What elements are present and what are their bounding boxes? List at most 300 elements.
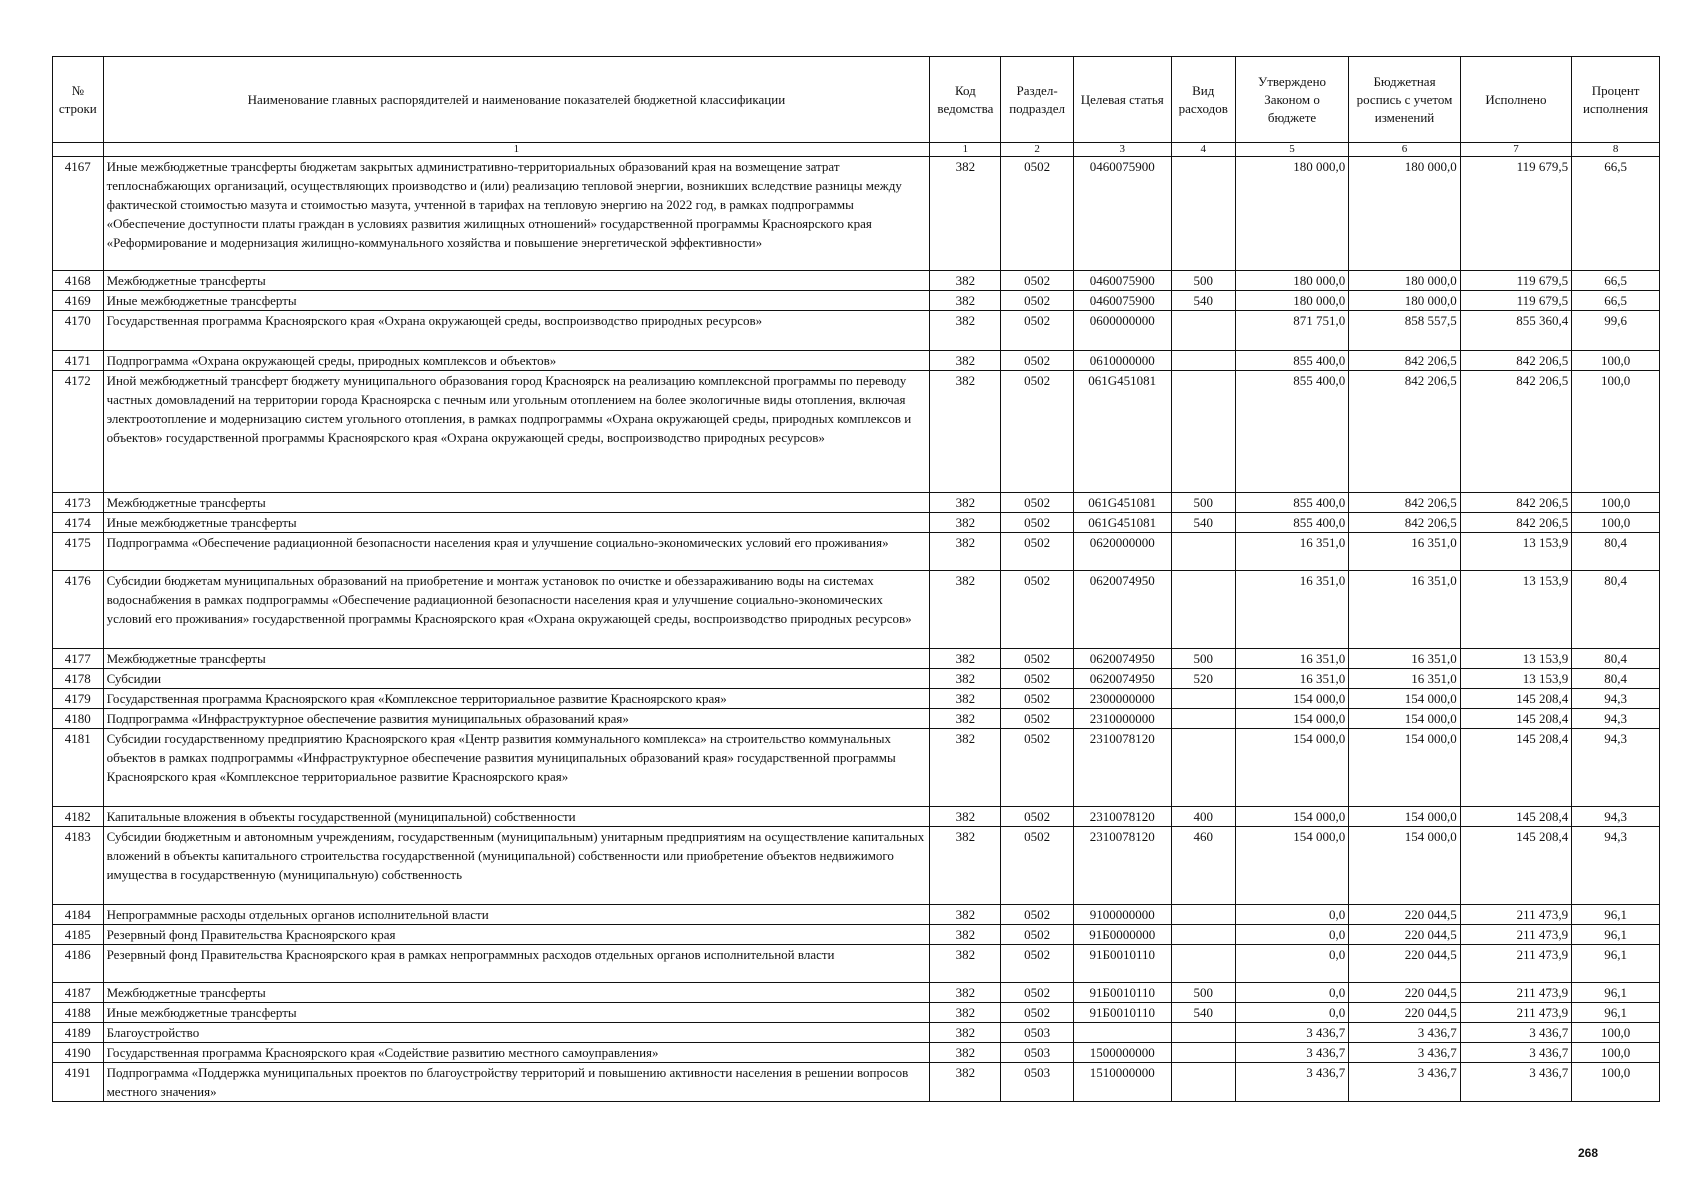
item-name-cell: Государственная программа Красноярского края «Содействие развитию местного самоуправления» [103,1043,930,1063]
percent-cell: 96,1 [1572,983,1660,1003]
table-row [53,533,1660,571]
header-target-item: Целевая статья [1073,57,1171,143]
item-name-cell: Государственная программа Красноярского края «Комплексное территориальное развитие Красноярского края» [103,689,930,709]
percent-cell: 80,4 [1572,669,1660,689]
row-number-cell: 4173 [53,493,104,513]
approved-amount-cell: 3 436,7 [1235,1063,1349,1102]
budget-list-amount-cell: 3 436,7 [1349,1043,1460,1063]
budget-list-amount-cell: 220 044,5 [1349,925,1460,945]
approved-amount-cell: 180 000,0 [1235,271,1349,291]
dept-code-cell: 382 [930,945,1001,983]
section-cell: 0502 [1001,291,1073,311]
percent-cell: 100,0 [1572,1023,1660,1043]
row-number-cell: 4174 [53,513,104,533]
section-cell: 0503 [1001,1023,1073,1043]
budget-list-amount-cell: 180 000,0 [1349,291,1460,311]
table-row [53,291,1660,311]
table-row [53,1003,1660,1023]
percent-cell: 66,5 [1572,271,1660,291]
table-row [53,571,1660,649]
approved-amount-cell: 3 436,7 [1235,1043,1349,1063]
expense-type-cell: 540 [1171,513,1235,533]
dept-code-cell: 382 [930,1023,1001,1043]
dept-code-cell: 382 [930,513,1001,533]
section-cell: 0502 [1001,729,1073,807]
expense-type-cell: 540 [1171,1003,1235,1023]
section-cell: 0502 [1001,983,1073,1003]
expense-type-cell [1171,1063,1235,1102]
approved-amount-cell: 855 400,0 [1235,493,1349,513]
dept-code-cell: 382 [930,983,1001,1003]
section-cell: 0502 [1001,351,1073,371]
dept-code-cell: 382 [930,1043,1001,1063]
executed-amount-cell: 145 208,4 [1460,807,1571,827]
dept-code-cell: 382 [930,807,1001,827]
approved-amount-cell: 16 351,0 [1235,669,1349,689]
section-cell: 0502 [1001,571,1073,649]
header-expense-type: Вид расходов [1171,57,1235,143]
executed-amount-cell: 842 206,5 [1460,371,1571,493]
row-number-cell: 4182 [53,807,104,827]
executed-amount-cell: 145 208,4 [1460,689,1571,709]
approved-amount-cell: 0,0 [1235,905,1349,925]
row-number-cell: 4181 [53,729,104,807]
budget-list-amount-cell: 16 351,0 [1349,669,1460,689]
approved-amount-cell: 855 400,0 [1235,513,1349,533]
percent-cell: 66,5 [1572,157,1660,271]
column-number: 4 [1171,143,1235,157]
executed-amount-cell: 211 473,9 [1460,983,1571,1003]
section-cell: 0502 [1001,513,1073,533]
budget-list-amount-cell: 16 351,0 [1349,649,1460,669]
row-number-cell: 4179 [53,689,104,709]
expense-type-cell [1171,925,1235,945]
executed-amount-cell: 855 360,4 [1460,311,1571,351]
column-number: 1 [103,143,930,157]
budget-list-amount-cell: 220 044,5 [1349,1003,1460,1023]
table-row [53,709,1660,729]
table-row [53,1063,1660,1102]
target-item-cell: 1510000000 [1073,1063,1171,1102]
approved-amount-cell: 0,0 [1235,1003,1349,1023]
section-cell: 0502 [1001,945,1073,983]
item-name-cell: Межбюджетные трансферты [103,649,930,669]
dept-code-cell: 382 [930,689,1001,709]
percent-cell: 100,0 [1572,513,1660,533]
approved-amount-cell: 154 000,0 [1235,709,1349,729]
dept-code-cell: 382 [930,371,1001,493]
approved-amount-cell: 16 351,0 [1235,649,1349,669]
dept-code-cell: 382 [930,291,1001,311]
percent-cell: 94,3 [1572,689,1660,709]
row-number-cell: 4191 [53,1063,104,1102]
header-budget-list: Бюджетная роспись с учетом изменений [1349,57,1460,143]
row-number-cell: 4186 [53,945,104,983]
budget-list-amount-cell: 154 000,0 [1349,709,1460,729]
target-item-cell: 061G451081 [1073,371,1171,493]
approved-amount-cell: 3 436,7 [1235,1023,1349,1043]
executed-amount-cell: 3 436,7 [1460,1023,1571,1043]
expense-type-cell [1171,311,1235,351]
executed-amount-cell: 211 473,9 [1460,925,1571,945]
column-number: 7 [1460,143,1571,157]
row-number-cell: 4188 [53,1003,104,1023]
item-name-cell: Благоустройство [103,1023,930,1043]
executed-amount-cell: 842 206,5 [1460,351,1571,371]
row-number-cell: 4175 [53,533,104,571]
percent-cell: 94,3 [1572,709,1660,729]
column-number: 6 [1349,143,1460,157]
expense-type-cell: 500 [1171,493,1235,513]
target-item-cell: 1500000000 [1073,1043,1171,1063]
budget-list-amount-cell: 220 044,5 [1349,945,1460,983]
column-number: 1 [930,143,1001,157]
executed-amount-cell: 3 436,7 [1460,1063,1571,1102]
budget-list-amount-cell: 842 206,5 [1349,371,1460,493]
percent-cell: 94,3 [1572,827,1660,905]
table-row [53,925,1660,945]
budget-list-amount-cell: 858 557,5 [1349,311,1460,351]
budget-list-amount-cell: 154 000,0 [1349,827,1460,905]
item-name-cell: Подпрограмма «Инфраструктурное обеспечение развития муниципальных образований края» [103,709,930,729]
table-row [53,371,1660,493]
budget-list-amount-cell: 220 044,5 [1349,983,1460,1003]
budget-list-amount-cell: 16 351,0 [1349,533,1460,571]
expense-type-cell [1171,1023,1235,1043]
expense-type-cell [1171,1043,1235,1063]
percent-cell: 80,4 [1572,533,1660,571]
item-name-cell: Подпрограмма «Обеспечение радиационной безопасности населения края и улучшение социально-экономических условий его проживания» [103,533,930,571]
row-number-cell: 4167 [53,157,104,271]
target-item-cell: 0610000000 [1073,351,1171,371]
section-cell: 0502 [1001,905,1073,925]
row-number-cell: 4185 [53,925,104,945]
target-item-cell [1073,1023,1171,1043]
header-approved: Утверждено Законом о бюджете [1235,57,1349,143]
table-row [53,513,1660,533]
section-cell: 0502 [1001,493,1073,513]
table-row [53,271,1660,291]
target-item-cell: 0620074950 [1073,649,1171,669]
percent-cell: 80,4 [1572,649,1660,669]
percent-cell: 100,0 [1572,371,1660,493]
expense-type-cell [1171,371,1235,493]
target-item-cell: 0460075900 [1073,157,1171,271]
budget-list-amount-cell: 842 206,5 [1349,493,1460,513]
budget-list-amount-cell: 3 436,7 [1349,1063,1460,1102]
table-row [53,157,1660,271]
approved-amount-cell: 180 000,0 [1235,291,1349,311]
section-cell: 0502 [1001,709,1073,729]
table-row [53,1023,1660,1043]
dept-code-cell: 382 [930,905,1001,925]
target-item-cell: 9100000000 [1073,905,1171,925]
approved-amount-cell: 855 400,0 [1235,371,1349,493]
table-row [53,945,1660,983]
target-item-cell: 0620000000 [1073,533,1171,571]
table-row [53,669,1660,689]
target-item-cell: 91Б0010110 [1073,983,1171,1003]
dept-code-cell: 382 [930,1003,1001,1023]
row-number-cell: 4189 [53,1023,104,1043]
row-number-cell: 4177 [53,649,104,669]
row-number-cell: 4171 [53,351,104,371]
percent-cell: 66,5 [1572,291,1660,311]
budget-report-sheet [52,56,1660,1102]
approved-amount-cell: 154 000,0 [1235,807,1349,827]
budget-list-amount-cell: 220 044,5 [1349,905,1460,925]
percent-cell: 99,6 [1572,311,1660,351]
column-number: 5 [1235,143,1349,157]
approved-amount-cell: 154 000,0 [1235,729,1349,807]
expense-type-cell: 500 [1171,649,1235,669]
percent-cell: 100,0 [1572,493,1660,513]
executed-amount-cell: 842 206,5 [1460,493,1571,513]
percent-cell: 96,1 [1572,905,1660,925]
executed-amount-cell: 145 208,4 [1460,729,1571,807]
target-item-cell: 2310078120 [1073,729,1171,807]
approved-amount-cell: 855 400,0 [1235,351,1349,371]
row-number-cell: 4168 [53,271,104,291]
item-name-cell: Межбюджетные трансферты [103,271,930,291]
expense-type-cell [1171,709,1235,729]
header-section: Раздел-подраздел [1001,57,1073,143]
item-name-cell: Резервный фонд Правительства Красноярского края в рамках непрограммных расходов отдельных органов исполнительной власти [103,945,930,983]
item-name-cell: Субсидии бюджетам муниципальных образований на приобретение и монтаж установок по очистке и обеззараживанию воды на системах водоснабжения в рамках подпрограммы «Обеспечение радиационной безопасности населения края и улучшение социально-экономических условий его проживания» государственной программы Красноярского края «Охрана окружающей среды, воспроизводство природных ресурсов» [103,571,930,649]
table-row [53,1043,1660,1063]
executed-amount-cell: 842 206,5 [1460,513,1571,533]
item-name-cell: Подпрограмма «Охрана окружающей среды, природных комплексов и объектов» [103,351,930,371]
approved-amount-cell: 154 000,0 [1235,689,1349,709]
row-number-cell: 4170 [53,311,104,351]
dept-code-cell: 382 [930,351,1001,371]
header-name: Наименование главных распорядителей и наименование показателей бюджетной классификации [103,57,930,143]
approved-amount-cell: 0,0 [1235,945,1349,983]
item-name-cell: Иные межбюджетные трансферты [103,291,930,311]
budget-list-amount-cell: 180 000,0 [1349,271,1460,291]
percent-cell: 94,3 [1572,729,1660,807]
row-number-cell: 4180 [53,709,104,729]
target-item-cell: 061G451081 [1073,513,1171,533]
item-name-cell: Иные межбюджетные трансферты [103,1003,930,1023]
section-cell: 0502 [1001,1003,1073,1023]
expense-type-cell: 400 [1171,807,1235,827]
target-item-cell: 061G451081 [1073,493,1171,513]
dept-code-cell: 382 [930,729,1001,807]
dept-code-cell: 382 [930,669,1001,689]
table-row [53,689,1660,709]
item-name-cell: Иные межбюджетные трансферты [103,513,930,533]
executed-amount-cell: 13 153,9 [1460,571,1571,649]
section-cell: 0502 [1001,827,1073,905]
executed-amount-cell: 119 679,5 [1460,291,1571,311]
section-cell: 0503 [1001,1063,1073,1102]
item-name-cell: Подпрограмма «Поддержка муниципальных проектов по благоустройству территорий и повышению активности населения в решении вопросов местного значения» [103,1063,930,1102]
item-name-cell: Субсидии бюджетным и автономным учреждениям, государственным (муниципальным) унитарным предприятиям на осуществление капитальных вложений в объекты капитального строительства государственной (муниципальной) собственности или приобретение объектов недвижимого имущества в государственную (муниципальную) собственность [103,827,930,905]
row-number-cell: 4190 [53,1043,104,1063]
target-item-cell: 0600000000 [1073,311,1171,351]
executed-amount-cell: 211 473,9 [1460,945,1571,983]
expense-type-cell [1171,351,1235,371]
dept-code-cell: 382 [930,1063,1001,1102]
expense-type-cell: 500 [1171,983,1235,1003]
approved-amount-cell: 180 000,0 [1235,157,1349,271]
percent-cell: 96,1 [1572,945,1660,983]
percent-cell: 96,1 [1572,925,1660,945]
executed-amount-cell: 211 473,9 [1460,1003,1571,1023]
executed-amount-cell: 119 679,5 [1460,157,1571,271]
table-row [53,729,1660,807]
page-number: 268 [1578,1146,1599,1160]
table-row [53,983,1660,1003]
executed-amount-cell: 119 679,5 [1460,271,1571,291]
item-name-cell: Государственная программа Красноярского края «Охрана окружающей среды, воспроизводство природных ресурсов» [103,311,930,351]
row-number-cell: 4178 [53,669,104,689]
item-name-cell: Субсидии [103,669,930,689]
target-item-cell: 2310000000 [1073,709,1171,729]
target-item-cell: 2310078120 [1073,827,1171,905]
section-cell: 0502 [1001,925,1073,945]
header-dept-code: Код ведомства [930,57,1001,143]
approved-amount-cell: 0,0 [1235,983,1349,1003]
expense-type-cell: 520 [1171,669,1235,689]
percent-cell: 100,0 [1572,1043,1660,1063]
row-number-cell: 4187 [53,983,104,1003]
budget-list-amount-cell: 154 000,0 [1349,807,1460,827]
item-name-cell: Субсидии государственному предприятию Красноярского края «Центр развития коммунального комплекса» на строительство коммунальных объектов в рамках подпрограммы «Инфраструктурное обеспечение развития муниципальных образований края» государственной программы Красноярского края «Комплексное территориальное развитие Красноярского края» [103,729,930,807]
header-percent: Процент исполнения [1572,57,1660,143]
section-cell: 0502 [1001,371,1073,493]
header-executed: Исполнено [1460,57,1571,143]
executed-amount-cell: 211 473,9 [1460,905,1571,925]
approved-amount-cell: 16 351,0 [1235,571,1349,649]
executed-amount-cell: 13 153,9 [1460,533,1571,571]
item-name-cell: Резервный фонд Правительства Красноярского края [103,925,930,945]
approved-amount-cell: 154 000,0 [1235,827,1349,905]
dept-code-cell: 382 [930,311,1001,351]
budget-list-amount-cell: 16 351,0 [1349,571,1460,649]
target-item-cell: 2310078120 [1073,807,1171,827]
section-cell: 0502 [1001,533,1073,571]
section-cell: 0502 [1001,689,1073,709]
expense-type-cell: 460 [1171,827,1235,905]
expense-type-cell [1171,729,1235,807]
item-name-cell: Непрограммные расходы отдельных органов исполнительной власти [103,905,930,925]
executed-amount-cell: 13 153,9 [1460,669,1571,689]
executed-amount-cell: 3 436,7 [1460,1043,1571,1063]
section-cell: 0502 [1001,649,1073,669]
item-name-cell: Капитальные вложения в объекты государственной (муниципальной) собственности [103,807,930,827]
dept-code-cell: 382 [930,827,1001,905]
executed-amount-cell: 13 153,9 [1460,649,1571,669]
target-item-cell: 2300000000 [1073,689,1171,709]
percent-cell: 100,0 [1572,351,1660,371]
budget-list-amount-cell: 154 000,0 [1349,729,1460,807]
expense-type-cell [1171,157,1235,271]
section-cell: 0502 [1001,157,1073,271]
approved-amount-cell: 16 351,0 [1235,533,1349,571]
expense-type-cell [1171,905,1235,925]
column-number [53,143,104,157]
dept-code-cell: 382 [930,533,1001,571]
column-number: 2 [1001,143,1073,157]
section-cell: 0503 [1001,1043,1073,1063]
percent-cell: 100,0 [1572,1063,1660,1102]
section-cell: 0502 [1001,669,1073,689]
executed-amount-cell: 145 208,4 [1460,827,1571,905]
target-item-cell: 0620074950 [1073,669,1171,689]
column-number: 8 [1572,143,1660,157]
dept-code-cell: 382 [930,649,1001,669]
budget-list-amount-cell: 3 436,7 [1349,1023,1460,1043]
dept-code-cell: 382 [930,271,1001,291]
table-row [53,905,1660,925]
percent-cell: 94,3 [1572,807,1660,827]
row-number-cell: 4176 [53,571,104,649]
target-item-cell: 91Б0000000 [1073,925,1171,945]
table-row [53,311,1660,351]
row-number-cell: 4184 [53,905,104,925]
table-row [53,351,1660,371]
percent-cell: 80,4 [1572,571,1660,649]
target-item-cell: 0460075900 [1073,291,1171,311]
executed-amount-cell: 145 208,4 [1460,709,1571,729]
section-cell: 0502 [1001,807,1073,827]
expense-type-cell: 500 [1171,271,1235,291]
expense-type-cell [1171,689,1235,709]
dept-code-cell: 382 [930,925,1001,945]
target-item-cell: 0460075900 [1073,271,1171,291]
item-name-cell: Межбюджетные трансферты [103,983,930,1003]
item-name-cell: Иной межбюджетный трансферт бюджету муниципального образования город Красноярск на реализацию комплексной программы по переводу частных домовладений на территории города Красноярска с печным или угольным отоплением на более экологичные виды отопления, включая электроотопление и модернизацию систем угольного отопления, в рамках подпрограммы «Охрана окружающей среды, природных комплексов и объектов» государственной программы Красноярского края «Охрана окружающей среды, воспроизводство природных ресурсов» [103,371,930,493]
budget-list-amount-cell: 154 000,0 [1349,689,1460,709]
dept-code-cell: 382 [930,709,1001,729]
budget-list-amount-cell: 842 206,5 [1349,351,1460,371]
row-number-cell: 4183 [53,827,104,905]
item-name-cell: Межбюджетные трансферты [103,493,930,513]
expense-type-cell [1171,945,1235,983]
table-row [53,807,1660,827]
percent-cell: 96,1 [1572,1003,1660,1023]
dept-code-cell: 382 [930,571,1001,649]
row-number-cell: 4172 [53,371,104,493]
target-item-cell: 91Б0010110 [1073,945,1171,983]
table-row [53,827,1660,905]
column-number: 3 [1073,143,1171,157]
approved-amount-cell: 871 751,0 [1235,311,1349,351]
section-cell: 0502 [1001,271,1073,291]
table-body [53,157,1660,1102]
section-cell: 0502 [1001,311,1073,351]
item-name-cell: Иные межбюджетные трансферты бюджетам закрытых административно-территориальных образований края на возмещение затрат теплоснабжающих организаций, осуществляющих производство и (или) реализацию тепловой энергии, возникших вследствие разницы между фактической стоимостью мазута и стоимостью мазута, учтенной в тарифах на тепловую энергию на 2022 год, в рамках подпрограммы «Обеспечение доступности платы граждан в условиях развития жилищных отношений» государственной программы Красноярского края «Реформирование и модернизация жилищно-коммунального хозяйства и повышение энергетической эффективности» [103,157,930,271]
table-row [53,649,1660,669]
header-row-no: № строки [53,57,104,143]
budget-list-amount-cell: 180 000,0 [1349,157,1460,271]
budget-list-amount-cell: 842 206,5 [1349,513,1460,533]
column-number-row [53,143,1660,157]
table-row [53,493,1660,513]
expense-type-cell [1171,533,1235,571]
expense-type-cell: 540 [1171,291,1235,311]
expense-type-cell [1171,571,1235,649]
target-item-cell: 91Б0010110 [1073,1003,1171,1023]
header-row [53,57,1660,143]
target-item-cell: 0620074950 [1073,571,1171,649]
approved-amount-cell: 0,0 [1235,925,1349,945]
dept-code-cell: 382 [930,157,1001,271]
dept-code-cell: 382 [930,493,1001,513]
row-number-cell: 4169 [53,291,104,311]
